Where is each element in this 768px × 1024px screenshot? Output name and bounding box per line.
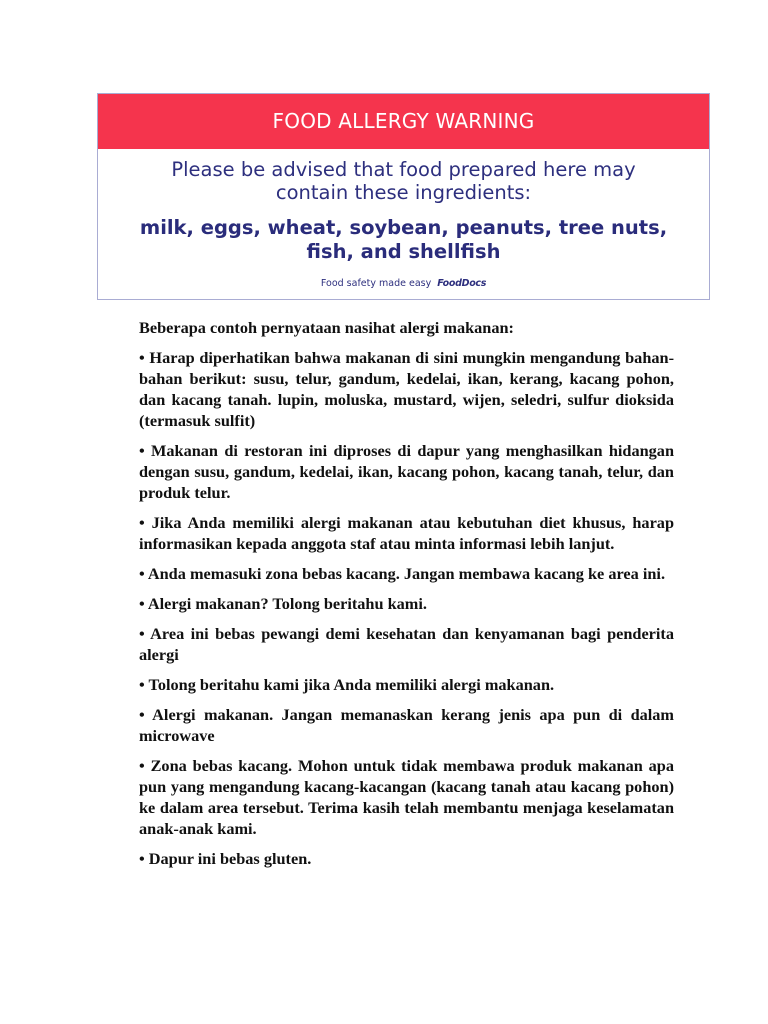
- footer-tagline: Food safety made easy: [320, 278, 432, 289]
- sign-advice-text: [98, 158, 709, 204]
- list-item: • Area ini bebas pewangi demi kesehatan dan kenyamanan bagi penderita alergi: [139, 624, 674, 664]
- list-item: • Harap diperhatikan bahwa makanan di sini mungkin mengandung bahan-bahan berikut: susu, telur, gandum, kedelai, ikan, kerang, kacang pohon, dan kacang tanah. lupin, moluska, mustard, wijen, seledri, sulfur dioksida (termasuk sulfit): [139, 348, 674, 430]
- sign-advice-line-1: Please be advised that food prepared here may: [171, 158, 636, 181]
- list-item: • Anda memasuki zona bebas kacang. Jangan membawa kacang ke area ini.: [139, 564, 666, 583]
- list-item: • Alergi makanan? Tolong beritahu kami.: [139, 594, 427, 613]
- sign-ingredients-list: [98, 216, 709, 264]
- intro-heading: Beberapa contoh pernyataan nasihat alergi makanan:: [139, 318, 514, 337]
- list-item: • Jika Anda memiliki alergi makanan atau kebutuhan diet khusus, harap informasikan kepada anggota staf atau minta informasi lebih lanjut.: [139, 513, 674, 553]
- list-item: • Tolong beritahu kami jika Anda memiliki alergi makanan.: [139, 675, 555, 694]
- sign-footer: [98, 278, 709, 289]
- fooddocs-logo: FoodDocs: [437, 278, 487, 289]
- allergy-warning-sign: [97, 93, 710, 300]
- list-item: • Alergi makanan. Jangan memanaskan kerang jenis apa pun di dalam microwave: [139, 705, 674, 745]
- sign-header-title: FOOD ALLERGY WARNING: [98, 94, 709, 149]
- list-item: • Makanan di restoran ini diproses di dapur yang menghasilkan hidangan dengan susu, gandum, kedelai, ikan, kacang pohon, kacang tanah, telur, dan produk telur.: [139, 441, 674, 502]
- sign-ingredients-line-2: fish, and shellfish: [306, 240, 501, 263]
- sign-ingredients-line-1: milk, eggs, wheat, soybean, peanuts, tree nuts,: [139, 216, 668, 239]
- advisory-statements: [139, 317, 674, 878]
- sign-advice-line-2: contain these ingredients:: [275, 181, 532, 204]
- list-item: • Dapur ini bebas gluten.: [139, 849, 312, 868]
- list-item: • Zona bebas kacang. Mohon untuk tidak membawa produk makanan apa pun yang mengandung kacang-kacangan (kacang tanah atau kacang pohon) ke dalam area tersebut. Terima kasih telah membantu menjaga keselamatan anak-anak kami.: [139, 756, 674, 838]
